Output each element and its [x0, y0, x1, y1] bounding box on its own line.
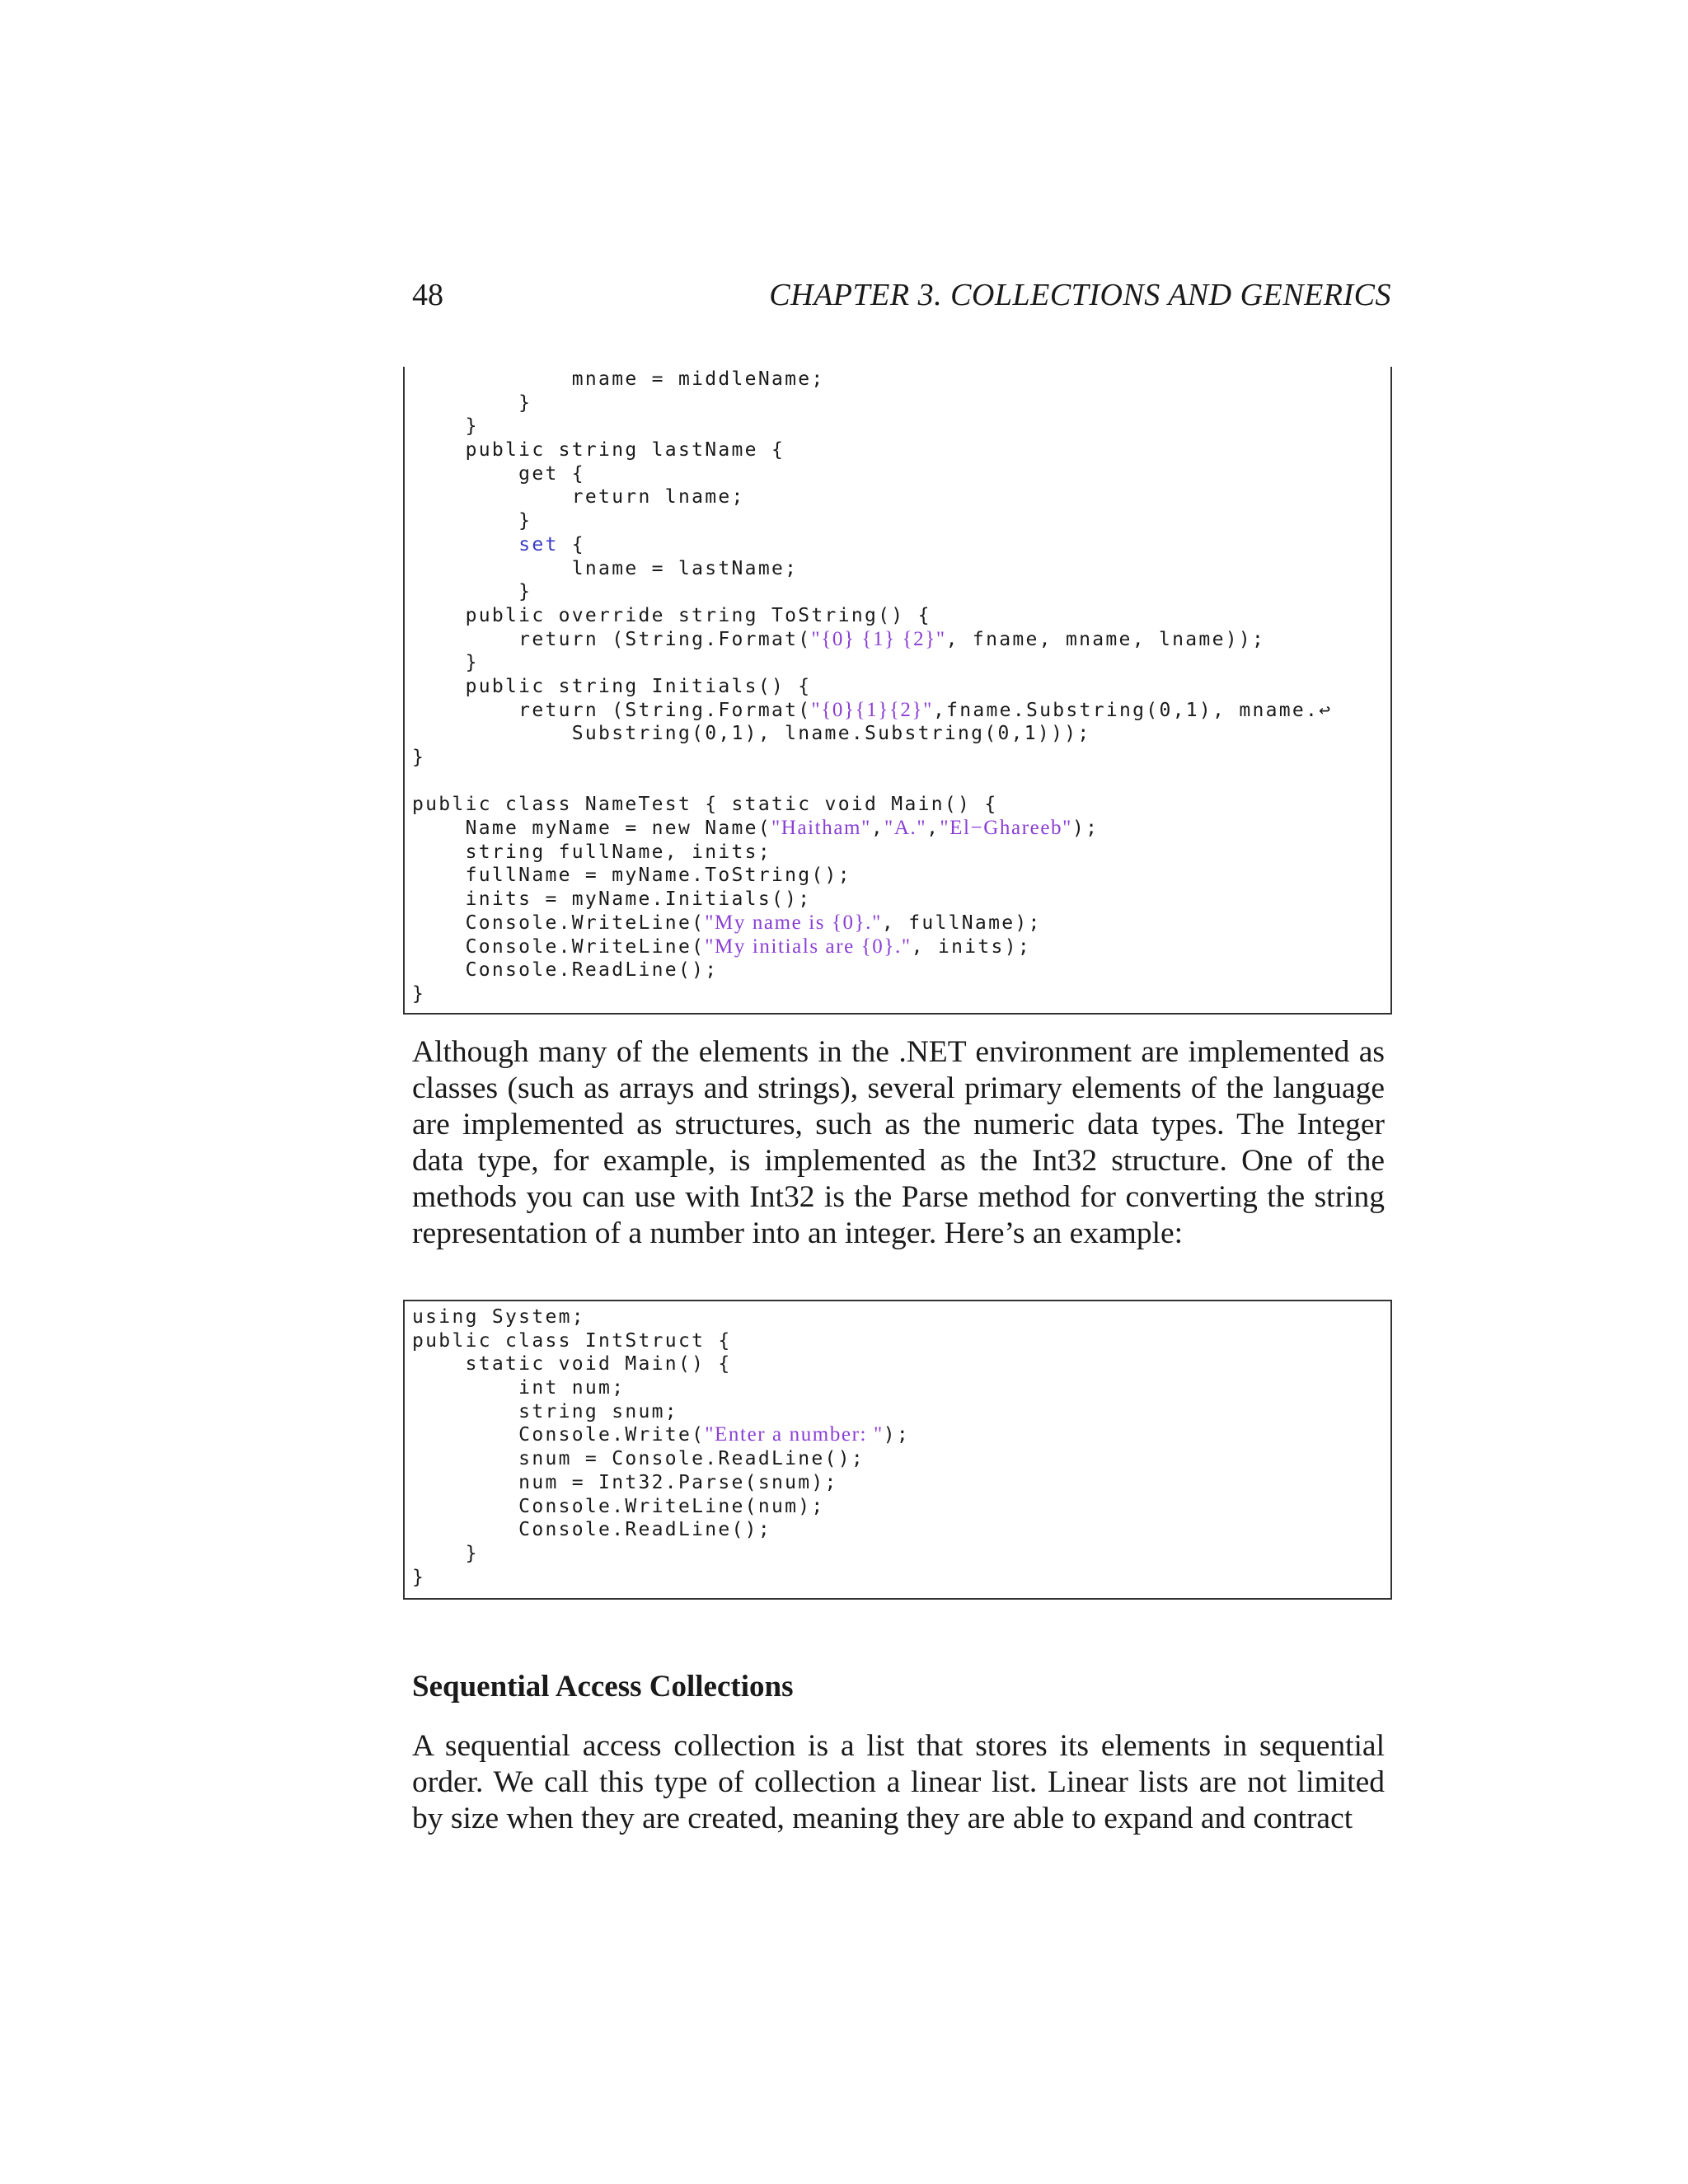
code-line [412, 509, 1332, 533]
code-token: string snum; [412, 1400, 678, 1422]
code-token: } [412, 415, 479, 438]
code-line [412, 1400, 910, 1424]
code-line [412, 888, 1332, 912]
code-token: lname = lastName; [412, 557, 799, 579]
code-token: public string Initials() { [412, 675, 812, 697]
code-line [412, 1542, 910, 1566]
string-literal: "El−Ghareeb" [940, 817, 1072, 840]
code-line [412, 391, 1332, 415]
code-line [412, 604, 1332, 628]
code-listing-2 [412, 1305, 910, 1589]
body-paragraph-2: A sequential access collection is a list that stores its elements in sequential order. We call this type of collection a linear list. Linear lists are not limited by size when they are created, meaning they are able to expand and contract [412, 1729, 1385, 1835]
code-token: Console.WriteLine( [412, 912, 706, 934]
code-line [412, 1352, 910, 1376]
code-line [412, 864, 1332, 888]
code-token: } [412, 1542, 479, 1564]
string-literal: "My name is {0}." [705, 911, 882, 934]
code-line [412, 1423, 910, 1447]
code-line [412, 1305, 910, 1329]
code-token: , [926, 818, 940, 840]
page-header [412, 277, 1391, 318]
code-token: Console.WriteLine( [412, 935, 706, 958]
code-token: get { [412, 462, 585, 485]
code-line [412, 1518, 910, 1542]
code-line [412, 1447, 910, 1471]
code-line [412, 841, 1332, 865]
body-paragraph-1: Although many of the elements in the .NET environment are implemented as classes (such as arrays and strings), several primary elements of the language are implemented as structures, such as the numeric data types. The Integer data type, for example, is implemented as the Int32 structure. One of the methods you can use with Int32 is the Parse method for converting the string representation of a number into an integer. Here’s an example: [412, 1035, 1385, 1250]
code-token: Console.WriteLine(num); [412, 1495, 825, 1517]
code-token: int num; [412, 1377, 626, 1399]
code-line [412, 415, 1332, 438]
code-token: Substring(0,1), lname.Substring(0,1))); [412, 723, 1091, 745]
code-token: } [412, 747, 426, 768]
code-token: Console.Write( [412, 1424, 706, 1446]
code-token: ,fname.Substring(0,1), mname.↩ [932, 699, 1333, 721]
code-token: public string lastName { [412, 439, 785, 462]
code-line [412, 958, 1332, 982]
running-head: CHAPTER 3. COLLECTIONS AND GENERICS [769, 278, 1391, 312]
code-token: , [870, 818, 885, 840]
code-token: public class IntStruct { [412, 1329, 732, 1352]
code-token [412, 534, 518, 555]
code-line [412, 770, 1332, 794]
code-token: snum = Console.ReadLine(); [412, 1448, 865, 1470]
code-line [412, 628, 1332, 652]
code-listing-1 [412, 368, 1332, 1006]
code-token: } [412, 391, 532, 414]
code-line [412, 462, 1332, 486]
code-line [412, 533, 1332, 557]
code-token: Name myName = new Name( [412, 818, 771, 840]
code-line [412, 675, 1332, 699]
code-token: num = Int32.Parse(snum); [412, 1471, 838, 1493]
string-literal: "My initials are {0}." [705, 935, 912, 958]
code-token: } [412, 1566, 426, 1588]
code-line [412, 651, 1332, 675]
code-line [412, 580, 1332, 604]
code-token: mname = middleName; [412, 368, 825, 390]
code-token: return lname; [412, 486, 745, 509]
code-token: , inits); [911, 935, 1031, 958]
code-token: return (String.Format( [412, 699, 812, 721]
code-token: using System; [412, 1306, 585, 1328]
code-token: ); [1071, 818, 1100, 840]
code-line [412, 982, 1332, 1006]
code-line [412, 438, 1332, 462]
code-token: fullName = myName.ToString(); [412, 865, 851, 887]
code-line [412, 935, 1332, 959]
code-token: static void Main() { [412, 1353, 732, 1376]
code-token: } [412, 510, 532, 532]
code-token: return (String.Format( [412, 628, 812, 650]
code-token: public override string ToString() { [412, 604, 931, 626]
page-number: 48 [412, 278, 443, 312]
code-token: { [558, 533, 585, 555]
code-line [412, 746, 1332, 770]
code-line [412, 699, 1332, 723]
code-line [412, 1376, 910, 1400]
code-token: string fullName, inits; [412, 841, 771, 863]
code-token: Console.ReadLine(); [412, 1519, 771, 1541]
code-token: , fname, mname, lname)); [945, 628, 1266, 650]
code-token: public class NameTest { static void Main() { [412, 794, 998, 816]
string-literal: "Enter a number: " [705, 1423, 884, 1446]
code-line [412, 485, 1332, 509]
code-token: Console.ReadLine(); [412, 959, 719, 982]
string-literal: "A." [884, 817, 927, 840]
string-literal: "Haitham" [771, 817, 871, 840]
code-token: inits = myName.Initials(); [412, 888, 812, 911]
code-line [412, 368, 1332, 391]
code-line [412, 1471, 910, 1495]
code-line [412, 817, 1332, 841]
string-literal: "{0} {1} {2}" [811, 627, 946, 650]
keyword: set [518, 533, 559, 555]
code-token: ); [883, 1424, 911, 1446]
string-literal: "{0}{1}{2}" [811, 698, 933, 721]
code-line [412, 912, 1332, 935]
code-line [412, 557, 1332, 581]
code-token: } [412, 652, 479, 674]
code-line [412, 1566, 910, 1590]
code-line [412, 722, 1332, 746]
code-line [412, 1495, 910, 1519]
code-line [412, 1329, 910, 1353]
code-token: , fullName); [881, 912, 1042, 934]
code-token: } [412, 982, 426, 1005]
code-line [412, 793, 1332, 817]
code-token: } [412, 581, 532, 603]
section-heading: Sequential Access Collections [412, 1670, 794, 1704]
